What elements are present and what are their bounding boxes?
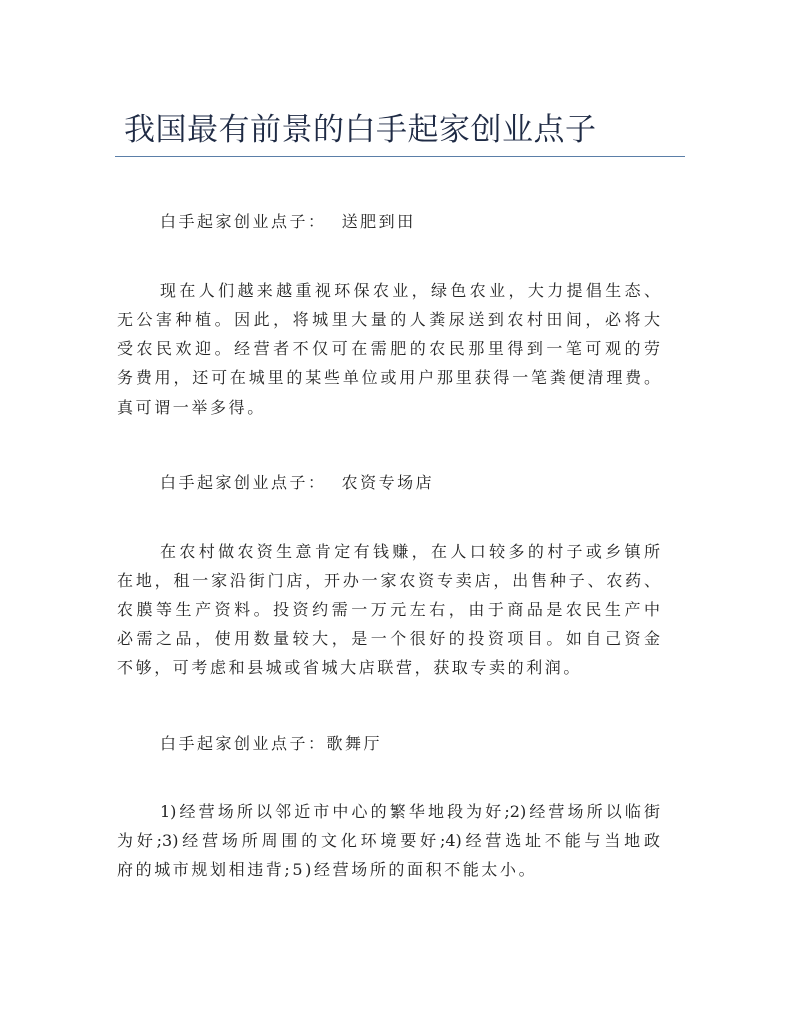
paragraph-line: 1)经营场所以邻近市中心的繁华地段为好;2)经营场所以临街 — [160, 802, 660, 821]
paragraph-line: 不够，可考虑和县城或省城大店联营，获取专卖的利润。 — [117, 658, 583, 677]
paragraph-line: 在农村做农资生意肯定有钱赚，在人口较多的村子或乡镇所 — [160, 542, 660, 561]
paragraph-line: 务费用，还可在城里的某些单位或用户那里获得一笔粪便清理费。 — [117, 368, 660, 387]
paragraph-line: 府的城市规划相违背;5)经营场所的面积不能太小。 — [117, 860, 538, 879]
section-heading: 白手起家创业点子： 农资专场店 — [160, 473, 435, 492]
section-heading: 白手起家创业点子：歌舞厅 — [160, 734, 383, 753]
paragraph-line: 在地，租一家沿街门店，开办一家农资专卖店，出售种子、农药、 — [117, 571, 660, 590]
paragraph-line: 受农民欢迎。经营者不仅可在需肥的农民那里得到一笔可观的劳 — [117, 339, 660, 358]
paragraph-line: 为好;3)经营场所周围的文化环境要好;4)经营选址不能与当地政 — [117, 831, 660, 850]
title-divider — [115, 156, 685, 157]
paragraph-line: 必需之品，使用数量较大，是一个很好的投资项目。如自己资金 — [117, 629, 660, 648]
page-title: 我国最有前景的白手起家创业点子 — [124, 112, 597, 148]
paragraph-line: 无公害种植。因此，将城里大量的人粪尿送到农村田间，必将大 — [117, 310, 660, 329]
paragraph-line: 真可谓一举多得。 — [117, 398, 266, 417]
section-heading: 白手起家创业点子： 送肥到田 — [160, 212, 416, 231]
paragraph-line: 现在人们越来越重视环保农业，绿色农业，大力提倡生态、 — [160, 281, 660, 300]
paragraph-line: 农膜等生产资料。投资约需一万元左右，由于商品是农民生产中 — [117, 600, 660, 619]
